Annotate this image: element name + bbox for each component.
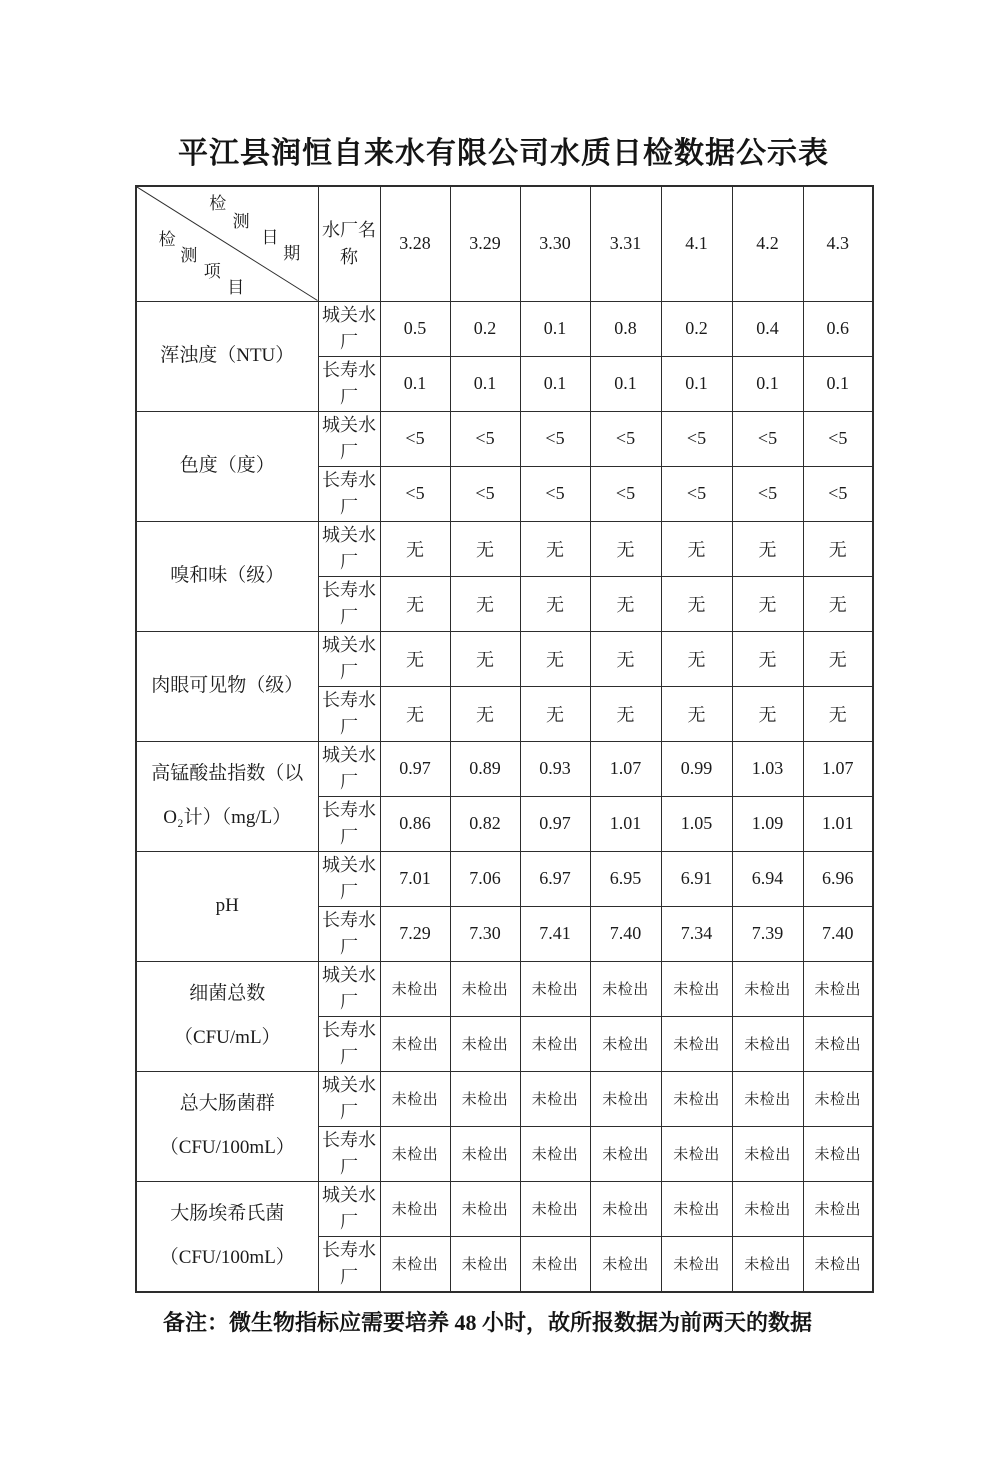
value-cell: 未检出 bbox=[732, 1126, 803, 1181]
value-cell: 0.82 bbox=[450, 796, 520, 851]
parameter-label bbox=[136, 961, 318, 1071]
value-cell: 未检出 bbox=[450, 1236, 520, 1292]
value-cell: <5 bbox=[590, 466, 661, 521]
table-row bbox=[136, 851, 873, 906]
plant-name-cell: 长寿水厂 bbox=[318, 686, 380, 741]
value-cell: 7.29 bbox=[380, 906, 450, 961]
value-cell: 未检出 bbox=[520, 1126, 590, 1181]
plant-name-cell: 长寿水厂 bbox=[318, 466, 380, 521]
parameter-label-line: 细菌总数 bbox=[189, 983, 266, 1005]
value-cell: 0.97 bbox=[520, 796, 590, 851]
value-cell: 未检出 bbox=[380, 1181, 450, 1236]
value-cell: 0.1 bbox=[590, 356, 661, 411]
value-cell: 0.6 bbox=[803, 301, 873, 356]
value-cell: 无 bbox=[520, 686, 590, 741]
footnote: 备注：微生物指标应需要培养 48 小时，故所报数据为前两天的数据 bbox=[163, 1309, 813, 1335]
parameter-label bbox=[136, 411, 318, 521]
parameter-label-line: 大肠埃希氏菌 bbox=[170, 1203, 285, 1225]
parameter-label-line: （CFU/100mL） bbox=[159, 1247, 295, 1268]
document-page bbox=[135, 128, 872, 1337]
value-cell: 未检出 bbox=[590, 961, 661, 1016]
parameter-label-line: （CFU/100mL） bbox=[159, 1137, 295, 1158]
value-cell: 未检出 bbox=[520, 1016, 590, 1071]
value-cell: 1.01 bbox=[803, 796, 873, 851]
date-header: 3.28 bbox=[380, 186, 450, 301]
value-cell: 7.34 bbox=[661, 906, 732, 961]
page-title: 平江县润恒自来水有限公司水质日检数据公示表 bbox=[178, 137, 829, 170]
date-header: 4.2 bbox=[732, 186, 803, 301]
plant-name-cell: 城关水厂 bbox=[318, 1071, 380, 1126]
value-cell: 无 bbox=[661, 576, 732, 631]
table-row bbox=[136, 411, 873, 466]
value-cell: <5 bbox=[520, 466, 590, 521]
water-quality-table bbox=[135, 185, 874, 1293]
parameter-label bbox=[136, 851, 318, 961]
value-cell: 6.94 bbox=[732, 851, 803, 906]
value-cell: 0.93 bbox=[520, 741, 590, 796]
corner-item-axis-char: 目 bbox=[227, 277, 245, 297]
value-cell: 0.1 bbox=[520, 301, 590, 356]
value-cell: 1.07 bbox=[590, 741, 661, 796]
value-cell: 未检出 bbox=[661, 1236, 732, 1292]
plant-name-header: 水厂名称 bbox=[318, 186, 380, 301]
parameter-label-line: （CFU/mL） bbox=[173, 1027, 281, 1048]
value-cell: 未检出 bbox=[590, 1236, 661, 1292]
value-cell: 未检出 bbox=[732, 1181, 803, 1236]
value-cell: 无 bbox=[590, 631, 661, 686]
value-cell: 0.1 bbox=[732, 356, 803, 411]
value-cell: 0.97 bbox=[380, 741, 450, 796]
value-cell: 无 bbox=[380, 576, 450, 631]
value-cell: 无 bbox=[590, 686, 661, 741]
value-cell: 未检出 bbox=[661, 1071, 732, 1126]
value-cell: 未检出 bbox=[803, 961, 873, 1016]
value-cell: 无 bbox=[450, 686, 520, 741]
value-cell: 未检出 bbox=[732, 1236, 803, 1292]
value-cell: 0.2 bbox=[450, 301, 520, 356]
value-cell: 无 bbox=[732, 521, 803, 576]
value-cell: 无 bbox=[590, 521, 661, 576]
date-header: 3.30 bbox=[520, 186, 590, 301]
plant-name-cell: 城关水厂 bbox=[318, 631, 380, 686]
plant-name-cell: 长寿水厂 bbox=[318, 1016, 380, 1071]
value-cell: 未检出 bbox=[520, 1071, 590, 1126]
plant-name-cell: 城关水厂 bbox=[318, 301, 380, 356]
parameter-label-line: O₂计）（mg/L） bbox=[163, 807, 292, 828]
corner-date-axis-char: 期 bbox=[283, 243, 301, 263]
plant-name-cell: 长寿水厂 bbox=[318, 906, 380, 961]
corner-date-axis-char: 检 bbox=[209, 193, 227, 213]
value-cell: 未检出 bbox=[450, 1016, 520, 1071]
value-cell: 未检出 bbox=[803, 1126, 873, 1181]
value-cell: 无 bbox=[590, 576, 661, 631]
value-cell: 0.1 bbox=[450, 356, 520, 411]
value-cell: 无 bbox=[450, 631, 520, 686]
parameter-label-line: 高锰酸盐指数（以 bbox=[151, 763, 304, 785]
value-cell: <5 bbox=[520, 411, 590, 466]
value-cell: <5 bbox=[732, 411, 803, 466]
value-cell: 无 bbox=[450, 521, 520, 576]
parameter-label bbox=[136, 521, 318, 631]
table-body bbox=[136, 301, 873, 1292]
value-cell: 6.91 bbox=[661, 851, 732, 906]
value-cell: 无 bbox=[380, 631, 450, 686]
value-cell: 0.89 bbox=[450, 741, 520, 796]
header-row bbox=[136, 186, 873, 301]
value-cell: 7.40 bbox=[803, 906, 873, 961]
value-cell: <5 bbox=[380, 411, 450, 466]
value-cell: 未检出 bbox=[450, 1126, 520, 1181]
value-cell: 无 bbox=[520, 521, 590, 576]
value-cell: 无 bbox=[661, 631, 732, 686]
value-cell: 未检出 bbox=[380, 1236, 450, 1292]
value-cell: 未检出 bbox=[661, 1016, 732, 1071]
plant-name-cell: 城关水厂 bbox=[318, 741, 380, 796]
value-cell: <5 bbox=[590, 411, 661, 466]
value-cell: <5 bbox=[803, 411, 873, 466]
value-cell: 0.1 bbox=[380, 356, 450, 411]
value-cell: 无 bbox=[803, 631, 873, 686]
value-cell: 未检出 bbox=[732, 1016, 803, 1071]
value-cell: 未检出 bbox=[803, 1236, 873, 1292]
value-cell: 未检出 bbox=[803, 1016, 873, 1071]
value-cell: 7.40 bbox=[590, 906, 661, 961]
value-cell: 无 bbox=[803, 576, 873, 631]
parameter-label bbox=[136, 1071, 318, 1181]
value-cell: 0.5 bbox=[380, 301, 450, 356]
value-cell: 未检出 bbox=[661, 1126, 732, 1181]
value-cell: 未检出 bbox=[520, 961, 590, 1016]
date-header: 4.1 bbox=[661, 186, 732, 301]
parameter-label-line: pH bbox=[215, 895, 239, 917]
value-cell: 0.1 bbox=[661, 356, 732, 411]
value-cell: 1.05 bbox=[661, 796, 732, 851]
table-row bbox=[136, 521, 873, 576]
value-cell: 未检出 bbox=[803, 1071, 873, 1126]
value-cell: 未检出 bbox=[732, 1071, 803, 1126]
value-cell: 无 bbox=[803, 521, 873, 576]
value-cell: <5 bbox=[450, 411, 520, 466]
value-cell: 未检出 bbox=[590, 1016, 661, 1071]
value-cell: 无 bbox=[661, 521, 732, 576]
corner-item-axis-char: 项 bbox=[203, 262, 221, 282]
value-cell: <5 bbox=[661, 411, 732, 466]
corner-date-axis-char: 日 bbox=[261, 227, 279, 247]
value-cell: 0.1 bbox=[803, 356, 873, 411]
value-cell: 未检出 bbox=[590, 1126, 661, 1181]
parameter-label bbox=[136, 741, 318, 851]
value-cell: 无 bbox=[380, 521, 450, 576]
plant-name-cell: 长寿水厂 bbox=[318, 1126, 380, 1181]
value-cell: 7.30 bbox=[450, 906, 520, 961]
date-header: 3.29 bbox=[450, 186, 520, 301]
value-cell: 6.97 bbox=[520, 851, 590, 906]
value-cell: 0.2 bbox=[661, 301, 732, 356]
value-cell: 无 bbox=[732, 576, 803, 631]
value-cell: 未检出 bbox=[661, 961, 732, 1016]
value-cell: 无 bbox=[732, 686, 803, 741]
plant-name-cell: 城关水厂 bbox=[318, 521, 380, 576]
corner-header-cell bbox=[136, 186, 318, 301]
table-row bbox=[136, 1071, 873, 1126]
table-row bbox=[136, 961, 873, 1016]
table-row bbox=[136, 631, 873, 686]
plant-name-cell: 城关水厂 bbox=[318, 1181, 380, 1236]
plant-name-cell: 长寿水厂 bbox=[318, 356, 380, 411]
value-cell: 7.39 bbox=[732, 906, 803, 961]
value-cell: 1.07 bbox=[803, 741, 873, 796]
plant-name-cell: 城关水厂 bbox=[318, 851, 380, 906]
value-cell: 未检出 bbox=[590, 1071, 661, 1126]
value-cell: 未检出 bbox=[380, 1016, 450, 1071]
value-cell: 无 bbox=[450, 576, 520, 631]
value-cell: 无 bbox=[732, 631, 803, 686]
value-cell: 无 bbox=[803, 686, 873, 741]
value-cell: 未检出 bbox=[661, 1181, 732, 1236]
date-header: 4.3 bbox=[803, 186, 873, 301]
plant-name-cell: 长寿水厂 bbox=[318, 1236, 380, 1292]
parameter-label bbox=[136, 1181, 318, 1292]
value-cell: 未检出 bbox=[590, 1181, 661, 1236]
value-cell: 7.01 bbox=[380, 851, 450, 906]
plant-name-cell: 长寿水厂 bbox=[318, 576, 380, 631]
value-cell: 0.86 bbox=[380, 796, 450, 851]
date-header: 3.31 bbox=[590, 186, 661, 301]
value-cell: <5 bbox=[803, 466, 873, 521]
corner-item-axis-char: 检 bbox=[158, 230, 176, 250]
parameter-label bbox=[136, 631, 318, 741]
parameter-label-line: 肉眼可见物（级） bbox=[151, 675, 304, 697]
corner-item-axis-char: 测 bbox=[180, 246, 198, 266]
value-cell: 无 bbox=[520, 576, 590, 631]
value-cell: 未检出 bbox=[803, 1181, 873, 1236]
parameter-label-line: 嗅和味（级） bbox=[170, 565, 285, 587]
value-cell: 0.1 bbox=[520, 356, 590, 411]
plant-name-cell: 城关水厂 bbox=[318, 961, 380, 1016]
table-row bbox=[136, 1181, 873, 1236]
value-cell: 无 bbox=[661, 686, 732, 741]
value-cell: 未检出 bbox=[450, 1071, 520, 1126]
value-cell: 7.06 bbox=[450, 851, 520, 906]
value-cell: 未检出 bbox=[380, 1126, 450, 1181]
value-cell: 1.03 bbox=[732, 741, 803, 796]
plant-name-cell: 长寿水厂 bbox=[318, 796, 380, 851]
value-cell: 6.96 bbox=[803, 851, 873, 906]
value-cell: <5 bbox=[732, 466, 803, 521]
value-cell: 未检出 bbox=[732, 961, 803, 1016]
value-cell: 6.95 bbox=[590, 851, 661, 906]
value-cell: 未检出 bbox=[450, 961, 520, 1016]
value-cell: 未检出 bbox=[380, 961, 450, 1016]
parameter-label-line: 色度（度） bbox=[179, 455, 275, 477]
value-cell: 未检出 bbox=[380, 1071, 450, 1126]
value-cell: 1.01 bbox=[590, 796, 661, 851]
value-cell: 1.09 bbox=[732, 796, 803, 851]
corner-date-axis-char: 测 bbox=[232, 212, 250, 232]
value-cell: 未检出 bbox=[520, 1236, 590, 1292]
parameter-label bbox=[136, 301, 318, 411]
value-cell: 0.8 bbox=[590, 301, 661, 356]
value-cell: <5 bbox=[380, 466, 450, 521]
parameter-label-line: 总大肠菌群 bbox=[179, 1093, 275, 1115]
table-row bbox=[136, 741, 873, 796]
value-cell: 0.4 bbox=[732, 301, 803, 356]
value-cell: 未检出 bbox=[520, 1181, 590, 1236]
plant-name-cell: 城关水厂 bbox=[318, 411, 380, 466]
value-cell: 无 bbox=[380, 686, 450, 741]
value-cell: <5 bbox=[450, 466, 520, 521]
value-cell: <5 bbox=[661, 466, 732, 521]
value-cell: 无 bbox=[520, 631, 590, 686]
value-cell: 7.41 bbox=[520, 906, 590, 961]
value-cell: 0.99 bbox=[661, 741, 732, 796]
table-row bbox=[136, 301, 873, 356]
parameter-label-line: 浑浊度（NTU） bbox=[160, 345, 295, 367]
value-cell: 未检出 bbox=[450, 1181, 520, 1236]
